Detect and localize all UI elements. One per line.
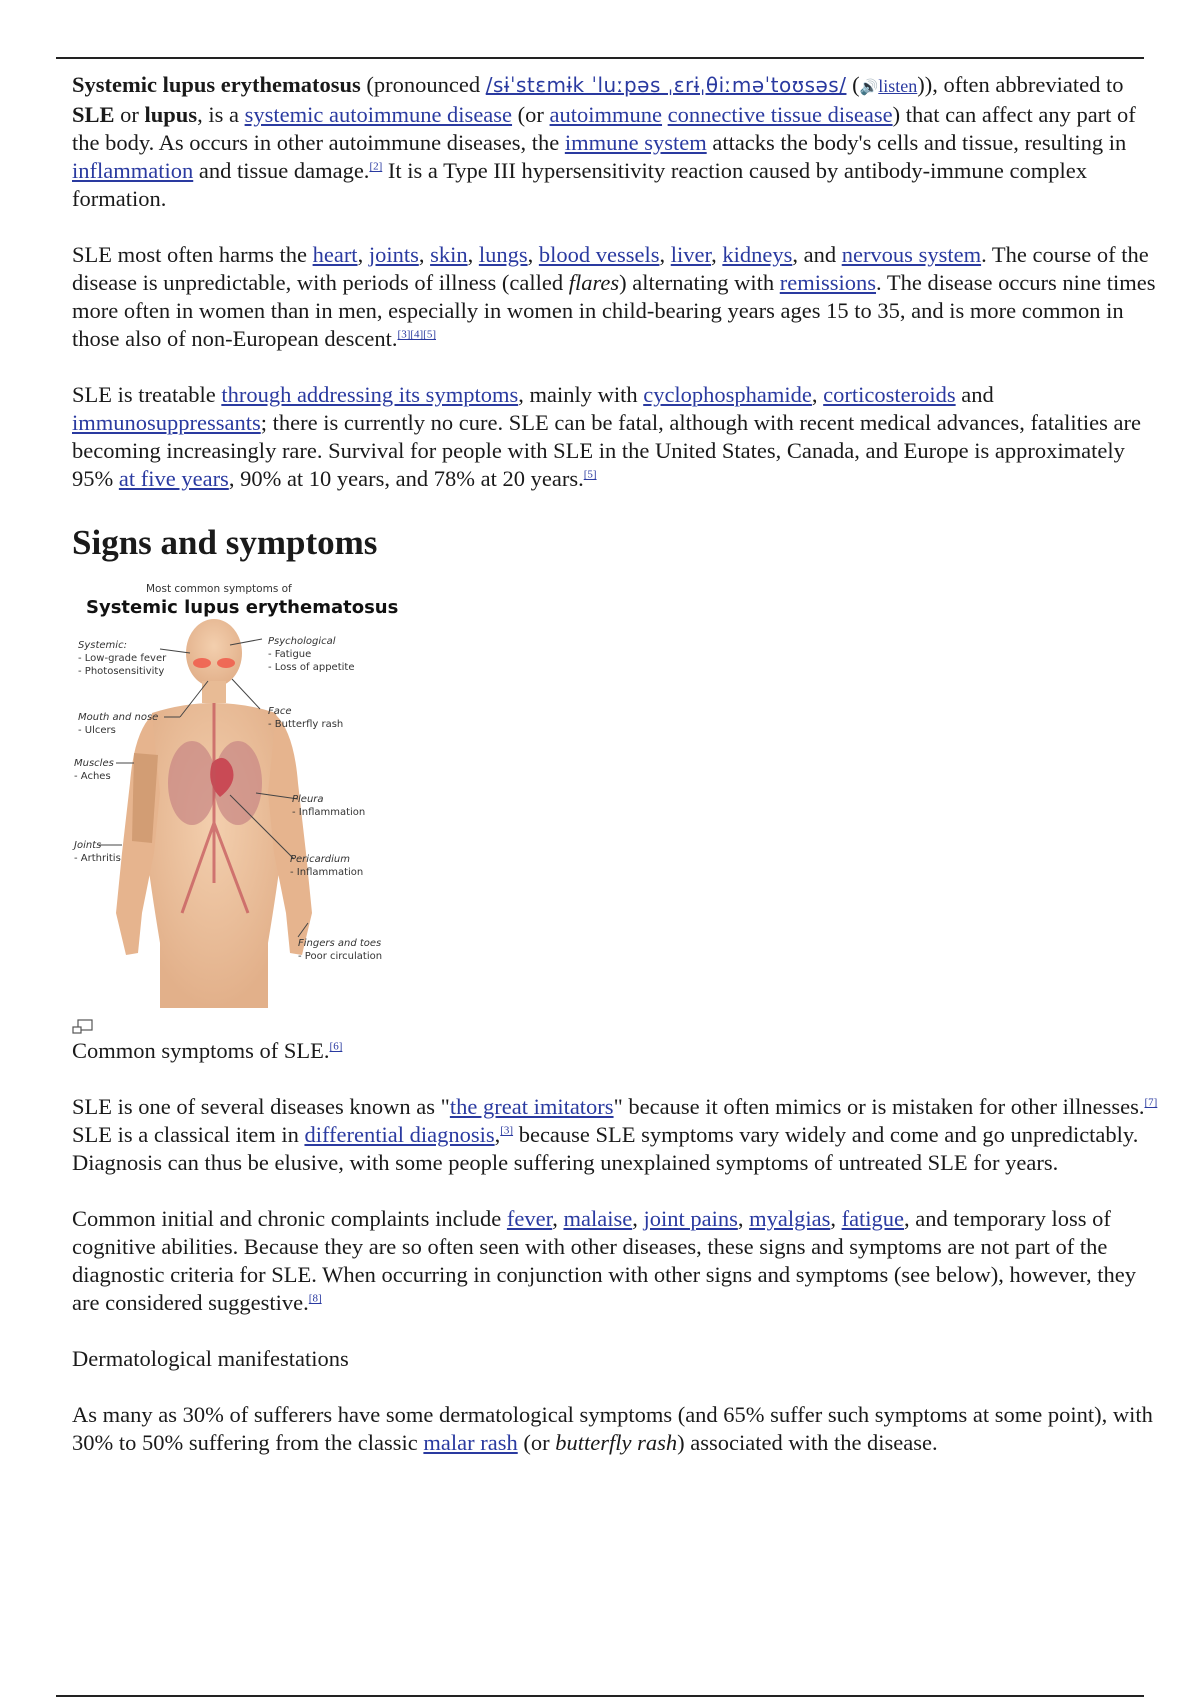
figure-title: Systemic lupus erythematosus <box>86 597 399 618</box>
link-joints[interactable]: joints <box>368 242 419 267</box>
link-lungs[interactable]: lungs <box>478 242 528 267</box>
link-malar-rash[interactable]: malar rash <box>423 1430 518 1455</box>
ref-5[interactable]: [5] <box>583 468 597 481</box>
link-joint-pains[interactable]: joint pains <box>643 1206 738 1231</box>
ref-7[interactable]: [7] <box>1144 1096 1158 1109</box>
label-face: Face - Butterfly rash <box>268 706 344 730</box>
enlarge-icon[interactable] <box>72 1019 94 1035</box>
link-skin[interactable]: skin <box>430 242 468 267</box>
intro-paragraph: Systemic lupus erythematosus (pronounced /sɨˈstɛmɨk ˈluːpəs ˌɛrɨˌθiːməˈtoʊsəs/ (🔊listen)), often abbreviated to SLE or lupus, is a systemic autoimmune disease (or autoimmune connective tissue disease) that can affect any part of the body. As occurs in other autoimmune diseases, the immune system attacks the body's cells and tissue, resulting in inflammation and tissue damage.[2] It is a Type III hypersensitivity reaction caused by antibody-immune complex formation. <box>72 72 1136 211</box>
link-inflammation[interactable]: inflammation <box>72 158 194 183</box>
link-fatigue[interactable]: fatigue <box>841 1206 905 1231</box>
link-cyclophosphamide[interactable]: cyclophosphamide <box>643 382 812 407</box>
link-connective-tissue-disease[interactable]: connective tissue disease <box>667 102 893 127</box>
link-nervous-system[interactable]: nervous system <box>841 242 982 267</box>
imitators-paragraph: SLE is one of several diseases known as "the great imitators" because it often mimics or is mistaken for other illnesses.[7] SLE is a classical item in differential diagnosis,[3] because SLE symptoms vary widely and come and go unpredictably. Diagnosis can thus be elusive, with some people suffering unexplained symptoms of untreated SLE for years. <box>72 1094 1158 1175</box>
link-kidneys[interactable]: kidneys <box>722 242 793 267</box>
term-bold: Systemic lupus erythematosus <box>72 72 361 97</box>
link-remissions[interactable]: remissions <box>779 270 877 295</box>
speaker-icon[interactable]: 🔊 <box>859 78 879 96</box>
ipa-link[interactable]: /sɨˈstɛmɨk ˈluːpəs ˌɛrɨˌθiːməˈtoʊsəs/ <box>485 73 847 97</box>
link-immunosuppressants[interactable]: immunosuppressants <box>72 410 261 435</box>
link-liver[interactable]: liver <box>670 242 712 267</box>
rash-left <box>193 658 211 668</box>
label-pleura: Pleura - Inflammation <box>292 794 366 818</box>
top-rule <box>56 57 1144 59</box>
label-psychological: Psychological - Fatigue - Loss of appetite <box>268 636 355 673</box>
left-lung-shape <box>168 741 216 825</box>
link-corticosteroids[interactable]: corticosteroids <box>823 382 956 407</box>
label-mouth-and-nose: Mouth and nose - Ulcers <box>78 712 159 736</box>
link-great-imitators[interactable]: the great imitators <box>449 1094 614 1119</box>
ref-8[interactable]: [8] <box>308 1292 322 1305</box>
subheading-dermatological: Dermatological manifestations <box>72 1346 349 1371</box>
organs-paragraph: SLE most often harms the heart, joints, skin, lungs, blood vessels, liver, kidneys, and nervous system. The course of the disease is unpredictable, with periods of illness (called flares) alternating with remissions. The disease occurs nine times more often in women than in men, especially in women in child-bearing years ages 15 to 35, and is more common in those also of non-European descent.[3][4][5] <box>72 242 1156 351</box>
link-blood-vessels[interactable]: blood vessels <box>538 242 660 267</box>
ref-3[interactable]: [3] <box>500 1124 514 1137</box>
right-arm-shape <box>268 715 312 955</box>
section-heading-signs-and-symptoms: Signs and symptoms <box>72 523 378 562</box>
rash-right <box>217 658 235 668</box>
head-shape <box>186 619 242 687</box>
link-myalgias[interactable]: myalgias <box>749 1206 831 1231</box>
link-autoimmune[interactable]: autoimmune <box>549 102 663 127</box>
complaints-paragraph: Common initial and chronic complaints include fever, malaise, joint pains, myalgias, fatigue, and temporary loss of cognitive abilities. Because they are so often seen with other diseases, these signs and symptoms are not part of the diagnostic criteria for SLE. When occurring in conjunction with other signs and symptoms (see below), however, they are considered suggestive.[8] <box>72 1206 1137 1315</box>
link-immune-system[interactable]: immune system <box>564 130 707 155</box>
label-fingers-and-toes: Fingers and toes - Poor circulation <box>298 938 383 962</box>
figure-caption: Common symptoms of SLE.[6] <box>72 1038 343 1063</box>
refs-3-4-5[interactable]: [3][4][5] <box>397 328 437 341</box>
label-joints: Joints - Arthritis <box>74 840 121 864</box>
link-through-addressing-symptoms[interactable]: through addressing its symptoms <box>221 382 519 407</box>
figure-subtitle: Most common symptoms of <box>146 583 292 595</box>
link-heart[interactable]: heart <box>312 242 358 267</box>
link-differential-diagnosis[interactable]: differential diagnosis <box>304 1122 495 1147</box>
link-malaise[interactable]: malaise <box>563 1206 633 1231</box>
symptoms-figure[interactable] <box>72 583 412 1013</box>
ref-2[interactable]: [2] <box>369 160 383 173</box>
dermatological-paragraph: As many as 30% of sufferers have some dermatological symptoms (and 65% suffer such symptoms at some point), with 30% to 50% suffering from the classic malar rash (or butterfly rash) associated with the disease. <box>72 1402 1153 1455</box>
link-systemic-autoimmune-disease[interactable]: systemic autoimmune disease <box>244 102 513 127</box>
article-body <box>72 71 1162 1485</box>
ref-6[interactable]: [6] <box>329 1040 343 1053</box>
bottom-rule <box>56 1695 1144 1697</box>
label-pericardium: Pericardium - Inflammation <box>290 854 364 878</box>
label-systemic: Systemic: - Low-grade fever - Photosensitivity <box>78 640 167 677</box>
label-muscles: Muscles - Aches <box>74 758 114 782</box>
listen-link[interactable]: listen <box>878 76 918 96</box>
treatment-paragraph: SLE is treatable through addressing its symptoms, mainly with cyclophosphamide, corticosteroids and immunosuppressants; there is currently no cure. SLE can be fatal, although with recent medical advances, fatalities are becoming increasingly rare. Survival for people with SLE in the United States, Canada, and Europe is approximately 95% at five years, 90% at 10 years, and 78% at 20 years.[5] <box>72 382 1141 491</box>
link-at-five-years[interactable]: at five years <box>118 466 229 491</box>
link-fever[interactable]: fever <box>506 1206 553 1231</box>
